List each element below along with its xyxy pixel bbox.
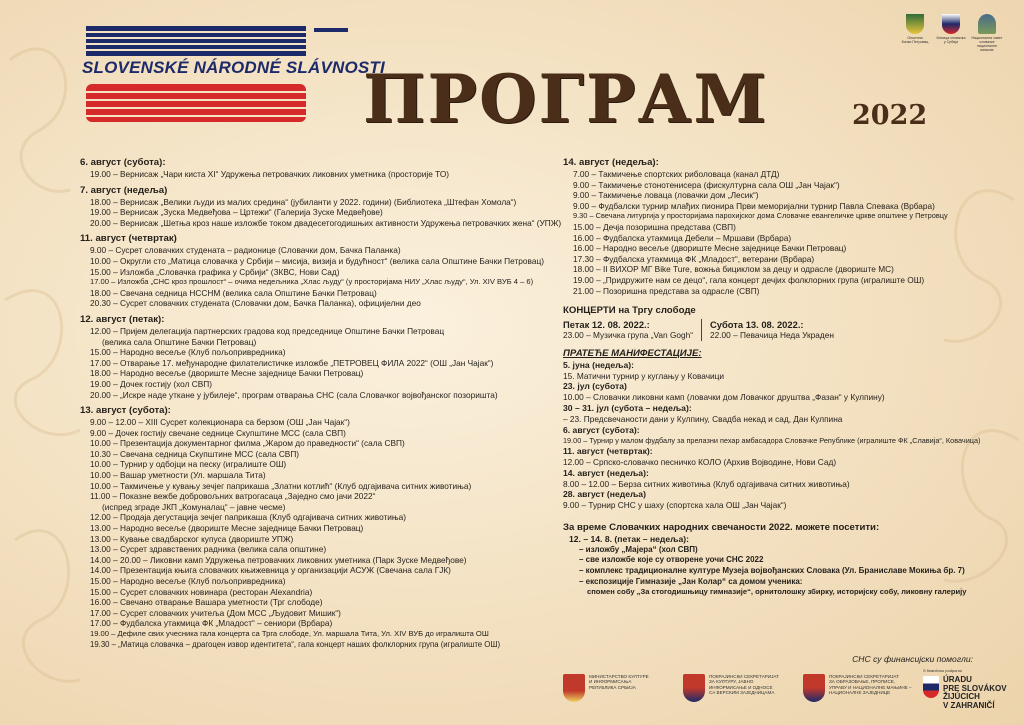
matica-crest-icon [942,14,960,34]
sponsor-line: НАЦИОНАЛНЕ ЗАЈЕДНИЦЕ [829,690,891,696]
event-item: 9.00 – Дочек гостију свечане седнице Скупштине МСС (сала СВП) [90,427,346,438]
event-item: 9.00 – Сусрет словачких студената – радионице (Словачки дом, Бачка Паланка) [90,245,401,256]
event-item: 17.00 – Изложба „СНС кроз прошлост“ – очима недељника „Хлас људу“ (у просторијама НИУ „Хлас људу“, Ул. XIV ВУБ 4 – 6) [90,277,534,287]
side-event-item: 15. Матични турнир у куглању у Ковачици [563,370,725,381]
event-item: 9.00 – Такмичење ловаца (ловачки дом „Лесик“) [573,190,759,201]
event-item: 10.00 – Турнир у одбојци на песку (игралиште ОШ) [90,459,287,470]
sponsor-line: МИНИСТАРСТВО КУЛТУРЕ [589,674,649,679]
event-item: 16.00 – Народно весеље (двориште Месне заједнице Бачки Петровац) [573,243,847,254]
sponsor-line: ПОКРАЈИНСКИ СЕКРЕТАРИЈАТ [709,674,779,679]
side-event-date: 23. јул (субота) [563,381,627,392]
event-item: 15.00 – Сусрет словачких новинара (ресторан Alexandria) [90,586,313,597]
day-heading: 11. август (четвртак) [80,233,177,245]
day-heading: 13. август (субота): [80,405,171,417]
concerts-block [563,319,1003,341]
sponsor-line: СА ВЕРСКИМ ЗАЈЕДНИЦАМА [709,690,775,696]
partner-line: Општина [907,36,923,40]
event-item: 10.00 – Вашар уметности (Ул. маршала Тита) [90,470,266,481]
partner-line: словачке националне мањине [976,40,998,52]
sponsor-secretariat-culture [683,674,779,702]
event-item: 18.00 – Свечана седница НССНМ (велика сала Општине Бачки Петровац) [90,287,377,298]
event-item: 13.00 – Народно весеље (двориште Месне заједнице Бачки Петровац) [90,523,364,534]
sponsor-line: ÚRADU [943,675,972,684]
council-logo-icon [978,14,996,34]
partner-matica [934,14,968,44]
program-left-column [80,156,562,650]
event-item: 9.00 – Фудбалски турнир млађих пионира Први меморијални турнир Павла Спевака (Врбара) [573,200,935,211]
event-item: 10.00 – Презентација документарног филма „Жаром до праведности“ (сала СВП) [90,438,405,449]
event-item: 7.00 – Такмичење спортских риболоваца (канал ДТД) [573,169,780,179]
partner-line: Бачки Петровац [901,40,929,44]
concert-date: Петак 12. 08. 2022.: [563,319,650,331]
visit-item: – експозиције Гимназије „Јан Колар“ са домом ученика: [579,576,803,586]
sponsors-footer [563,654,1013,720]
event-item: 15.00 – Народно весеље (Клуб пољопривредника) [90,576,286,586]
side-event-item: 12.00 – Српско-словачко песничко КОЛО (Архив Војводине, Нови Сад) [563,457,837,468]
visit-item: – комплекс традиционалне културе Музеја војвођанских Словака (Ул. Браниславе Мокиња бр. 7) [579,566,965,576]
event-item: 13.00 – Кување свадбарског купуса (двориште УПЖ) [90,533,294,544]
event-item: 19.00 – Дочек гостију (хол СВП) [90,378,212,389]
event-item: 20.00 – Вернисаж „Шетња кроз наше изложбе током двадесетогодишњих активности Удружења петровачких жена“ (УПЖ) [90,217,562,228]
event-item: 20.30 – Сусрет словачких студената (Словачки дом, Бачка Паланка), официјелни део [90,298,421,309]
event-item: 19.00 – „Придружите нам се децо“, гала концерт дечјих фолклорних група (игралиште ОШ) [573,274,925,285]
event-item: 18.00 – II ВИХОР МГ Bike Ture, вожња бициклом за децу и одрасле (двориште МС) [573,264,894,275]
side-event-date: 14. август (недеља): [563,467,649,478]
event-item: 15.00 – Изложба „Словачка графика у Србији“ (ЗКВС, Нови Сад) [90,266,340,277]
sponsor-line: УПРАВУ И НАЦИОНАЛНЕ МАЊИНЕ – [829,684,912,690]
page-title: ПРОГРАМ [363,60,769,138]
program-right-column [563,156,1003,598]
visit-item: спомен собу „За стогодишњицу гимназије“, орнитолошку збирку, историјску собу, ликовну галерију [587,587,967,597]
event-item: 19.30 – „Матица словачка – драгоцен извор идентитета“, гала концерт наших фолклорних група (игралиште ОШ) [90,639,501,649]
sponsor-secretariat-education [803,674,912,702]
sponsor-line: ПОКРАЈИНСКИ СЕКРЕТАРИЈАТ [829,674,899,679]
visit-heading: За време Словачких народних свечаности 2022. можете посетити: [563,521,880,533]
event-item: 19.00 – Вернисаж „Чари киста XI“ Удружења петровачких ликовних уметника (просторије ТО) [90,169,450,179]
sponsor-line: ЗА ОБРАЗОВАЊЕ, ПРОПИСЕ, [829,679,896,685]
event-item: 19.00 – Вернисаж „Зуска Медвеђова – Цртежи“ (Галерија Зуске Медвеђове) [90,207,383,218]
side-event-item: 9.00 – Турнир СНС у шаху (спортска хала ОШ „Јан Чајак“) [563,500,787,511]
slovak-crest-icon [923,676,939,698]
event-item: 15.00 – Дечја позоришна представа (СВП) [573,221,736,232]
event-item: (испред зграде ЈКП „Комуналац“ – јавне чесме) [102,501,286,512]
visit-item: – изложбу „Мајера“ (хол СВП) [579,544,698,554]
event-item: 18.00 – Народно весеље (двориште Месне заједнице Бачки Петровац) [90,368,364,379]
sponsor-line: ИНФОРМИСАЊЕ И ОДНОСЕ [709,684,773,690]
urad-label: S finančnou podporou [923,668,963,673]
event-item: 9.00 – 12.00 – XIII Сусрет колекционара са берзом (ОШ „Јан Чајак“) [90,417,350,428]
event-item: 21.00 – Позоришна представа за одрасле (СВП) [573,285,760,296]
sponsor-line: ŽIJÚCICH [943,692,980,702]
event-item: 14.00 – Презентација књига словачких књижевница у организацији АСУЖ (Свечана сала ГЈК) [90,565,451,576]
side-event-date: 30 – 31. јул (субота – недеља): [563,402,692,413]
event-item: 13.00 – Сусрет здравствених радника (велика сала општине) [90,544,327,555]
vojvodina-crest-icon [803,674,825,702]
event-item: 17.00 – Сусрет словачких учитеља (Дом МСС „Људовит Мишик“) [90,607,341,618]
event-item: 10.30 – Свечана седница Скупштине МСС (сала СВП) [90,448,300,459]
sponsor-line: ЗА КУЛТУРУ, ЈАВНО [709,679,754,685]
sponsor-ministry [563,674,649,702]
day-heading: 7. август (недеља) [80,184,168,196]
side-event-item: 19.00 – Турнир у малом фудбалу за прелазни пехар амбасадора Словачке Републике (игралиште ФК „Славија“, Ковачица) [563,435,981,445]
side-events-heading: ПРАТЕЋЕ МАНИФЕСТАЦИЈЕ: [563,347,702,359]
event-item: 19.00 – Дефиле свих учесника гала концерта са Трга слободе, Ул. маршала Тита, Ул. XIV ВУБ до игралишта ОШ [90,628,489,638]
side-event-item: 10.00 – Словачки ликовни камп (ловачки дом Ловачког друштва „Фазан“ у Кулпину) [563,392,885,403]
visit-date: 12. – 14. 8. (петак – недеља): [569,533,689,544]
day-heading: 12. август (петак): [80,313,165,325]
concerts-heading: КОНЦЕРТИ на Тргу слободе [563,305,696,317]
sponsor-line: V ZAHRANIČÍ [943,700,995,710]
event-item: 20.00 – „Искре наде уткане у јубилеје“, програм отварања СНС (сала Словачког војвођанског позоришта) [90,389,498,400]
sponsor-line: PRE SLOVÁKOV [943,683,1007,693]
concert-date: Субота 13. 08. 2022.: [710,319,804,331]
partner-line: у Србији [943,40,959,44]
event-item: 17.00 – Отварање 17. међународне филателистичке изложбе „ПЕТРОВЕЦ ФИЛА 2022“ (ОШ „Јан Чајак“) [90,357,494,368]
side-event-item: – 23. Предсвечаности дани у Кулпину, Свадба некад и сад, Дан Кулпина [563,413,843,424]
event-item: 16.00 – Свечано отварање Вашара уметности (Трг слободе) [90,597,323,608]
concert-item: 22.00 – Певачица Неда Украден [710,330,834,341]
side-event-date: 11. август (четвртак): [563,446,653,457]
side-event-date: 5. јуна (недеља): [563,359,634,370]
side-event-date: 28. август (недеља) [563,489,646,500]
side-event-item: 8.00 – 12.00 – Берза ситних животиња (Клуб одгајивача ситних животиња) [563,478,850,489]
day-heading: 6. август (субота): [80,157,166,168]
event-item: 10.00 – Такмичење у кувању зечјег паприкаша „Златни котлић“ (Клуб одгајивача ситних животиња) [90,480,472,491]
event-item: 15.00 – Народно весеље (Клуб пољопривредника) [90,347,286,358]
side-event-date: 6. август (субота): [563,424,640,435]
vojvodina-crest-icon [683,674,705,702]
event-item: 11.00 – Показне вежбе добровољних ватрогасаца „Заједно смо јачи 2022“ [90,491,376,502]
event-item: 9.30 – Свечана литургија у просторијама парохијског дома Словачке евангеличке цркве општине у Петровцу [573,211,948,221]
event-item: 12.00 – Пријем делегација партнерских градова код председнице Општине Бачки Петровац [90,325,445,336]
partner-municipality [898,14,932,44]
concert-friday [563,319,701,341]
event-item: 9.00 – Такмичење стонотенисера (фискултурна сала ОШ „Јан Чајак“) [573,179,840,190]
event-item: (велика сала Општине Бачки Петровац) [102,336,257,347]
day-heading: 14. август (недеља): [563,157,659,168]
sponsor-line: И ИНФОРМИСАЊА [589,679,632,685]
serbia-crest-icon [563,674,585,702]
concert-saturday [701,319,842,341]
concert-item: 23.00 – Музичка група „Van Gogh“ [563,330,694,341]
partner-line: Национални савет [971,36,1003,40]
sponsor-line: РЕПУБЛИКА СРБИЈА [589,684,636,690]
partner-logos [898,14,1008,66]
event-item: 17.00 – Фудбалска утакмица ФК „Младост“ – сениори (Врбара) [90,618,333,629]
year-label: 2022 [852,100,928,131]
municipality-crest-icon [906,14,924,34]
event-item: 10.00 – Округли сто „Матица словачка у Србији – мисија, визија и будућност“ (велика сала Општине Бачки Петровац) [90,255,544,266]
visit-item: – све изложбе које су отворене уочи СНС 2022 [579,555,764,565]
partner-council [970,14,1004,52]
event-item: 12.00 – Продаја дегустација зечјег паприкаша (Клуб одгајивача ситних животиња) [90,512,407,523]
event-item: 14.00 – 20.00 – Ликовни камп Удружења петровачких ликовних уметника (Парк Зуске Медвеђове) [90,554,467,565]
partner-line: Матица словачка [936,36,966,40]
logo-tagline: SLOVENSKÉ NÁRODNÉ SLÁVNOSTI [82,58,385,77]
sponsor-urad [923,668,1007,710]
event-item: 17.30 – Фудбалска утакмица ФК „Младост“, ветерани (Врбара) [573,253,815,264]
event-item: 18.00 – Вернисаж „Велики људи из малих средина“ (јубиланти у 2022. години) (Библиотека „Штефан Хомола“) [90,196,517,207]
event-item: 16.00 – Фудбалска утакмица Дебели – Мршави (Врбара) [573,232,792,243]
funding-label: СНС су финансијски помогли: [852,654,973,664]
